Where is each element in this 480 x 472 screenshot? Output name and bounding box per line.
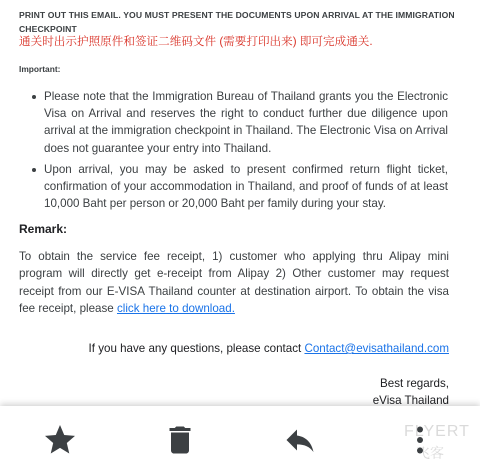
bottom-action-bar: [0, 406, 480, 472]
star-icon: [42, 422, 78, 458]
signature-block: [373, 375, 449, 406]
delete-button[interactable]: [162, 422, 198, 458]
list-item: Upon arrival, you may be asked to present confirmed return flight ticket, confirmation of your accommodation in Thailand, and proof of funds of at least 10,000 Baht per person or 20,000 Baht per family during your stay.: [30, 161, 448, 213]
contact-email-link[interactable]: Contact@evisathailand.com: [304, 342, 449, 355]
watermark-logo-cn: 飞客: [416, 445, 444, 461]
star-button[interactable]: [42, 422, 78, 458]
watermark-logo: FLYERT: [404, 423, 470, 440]
reply-icon: [282, 422, 318, 458]
contact-text: If you have any questions, please contact: [88, 342, 302, 355]
chinese-notice: 通关时出示护照原件和签证二维码文件 (需要打印出来) 即可完成通关.: [19, 35, 373, 48]
list-item: Please note that the Immigration Bureau of Thailand grants you the Electronic Visa on Arrival and reserves the right to conduct further due diligence upon arrival at the immigration checkpoint in Thailand. The Electronic Visa on Arrival does not guarantee your entry into Thailand.: [30, 88, 448, 157]
reply-button[interactable]: [282, 422, 318, 458]
more-options-button[interactable]: [402, 422, 438, 458]
signature-text: eVisa Thailand: [372, 394, 449, 406]
trash-icon: [162, 422, 198, 458]
remark-text: To obtain the service fee receipt, 1) customer who applying thru Alipay mini program will directly get e-receipt from Alipay 2) Other customer may request receipt from our E-VISA Thailand counter at destination airport. To obtain the visa fee receipt, please: [19, 250, 449, 315]
remark-paragraph: [19, 248, 449, 317]
closing-text: Best regards,: [380, 377, 449, 390]
download-receipt-link[interactable]: click here to download.: [116, 301, 235, 315]
important-list: [30, 88, 448, 212]
print-notice: PRINT OUT THIS EMAIL. YOU MUST PRESENT THE DOCUMENTS UPON ARRIVAL AT THE IMMIGRATION CHECKPOINT: [19, 10, 455, 34]
important-label: Important:: [19, 64, 61, 74]
remark-title: Remark:: [19, 222, 68, 236]
contact-line: [89, 342, 449, 355]
more-vert-icon: [402, 422, 438, 458]
